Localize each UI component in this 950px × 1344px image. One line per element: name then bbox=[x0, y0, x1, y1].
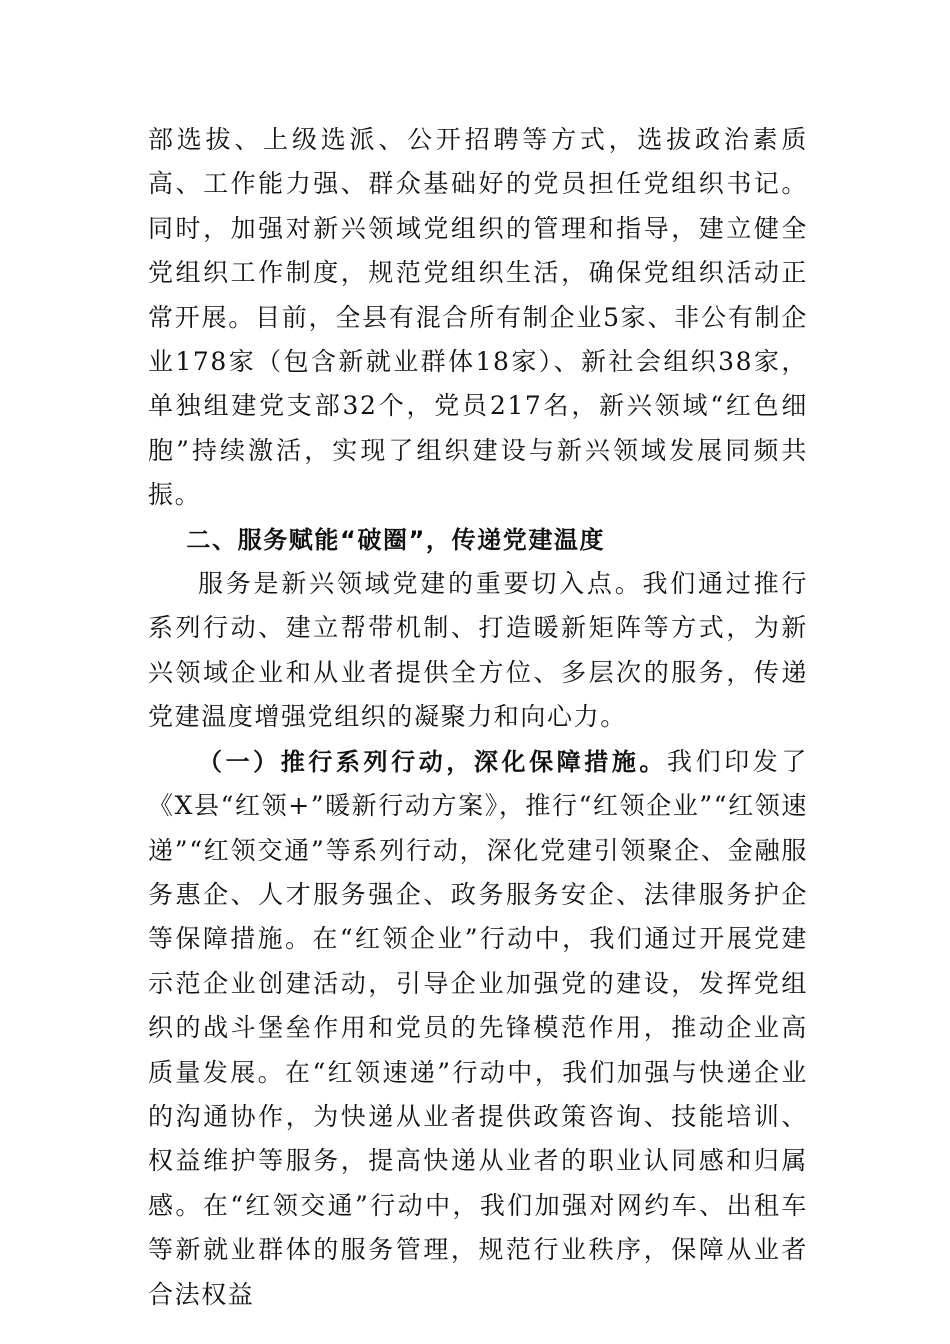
paragraph-series-actions bbox=[148, 740, 808, 1317]
subheading-series-actions: （一）推行系列行动，深化保障措施。 bbox=[198, 747, 668, 776]
document-page bbox=[148, 118, 808, 1317]
section-heading-service: 二、服务赋能“破圈”，传递党建温度 bbox=[186, 525, 606, 554]
paragraph-service-intro: 服务是新兴领域党建的重要切入点。我们通过推行系列行动、建立帮带机制、打造暖新矩阵等方式，为新兴领域企业和从业者提供全方位、多层次的服务，传递党建温度增强党组织的凝聚力和向心力。 bbox=[148, 569, 808, 732]
paragraph-org-building: 部选拔、上级选派、公开招聘等方式，选拔政治素质高、工作能力强、群众基础好的党员担任党组织书记。同时，加强对新兴领域党组织的管理和指导，建立健全党组织工作制度，规范党组织生活，确保党组织活动正常开展。目前，全县有混合所有制企业5家、非公有制企业178家（包含新就业群体18家）、新社会组织38家，单独组建党支部32个，党员217名，新兴领域“红色细胞”持续激活，实现了组织建设与新兴领域发展同频共振。 bbox=[148, 125, 808, 510]
paragraph-series-actions-body: 我们印发了《X县“红领+”暖新行动方案》，推行“红领企业”“红领速递”“红领交通”等系列行动，深化党建引领聚企、金融服务惠企、人才服务强企、政务服务安企、法律服务护企等保障措施。在“红领企业”行动中，我们通过开展党建示范企业创建活动，引导企业加强党的建设，发挥党组织的战斗堡垒作用和党员的先锋模范作用，推动企业高质量发展。在“红领速递”行动中，我们加强与快递企业的沟通协作，为快递从业者提供政策咨询、技能培训、权益维护等服务，提高快递从业者的职业认同感和归属感。在“红领交通”行动中，我们加强对网约车、出租车等新就业群体的服务管理，规范行业秩序，保障从业者合法权益 bbox=[148, 746, 808, 1309]
